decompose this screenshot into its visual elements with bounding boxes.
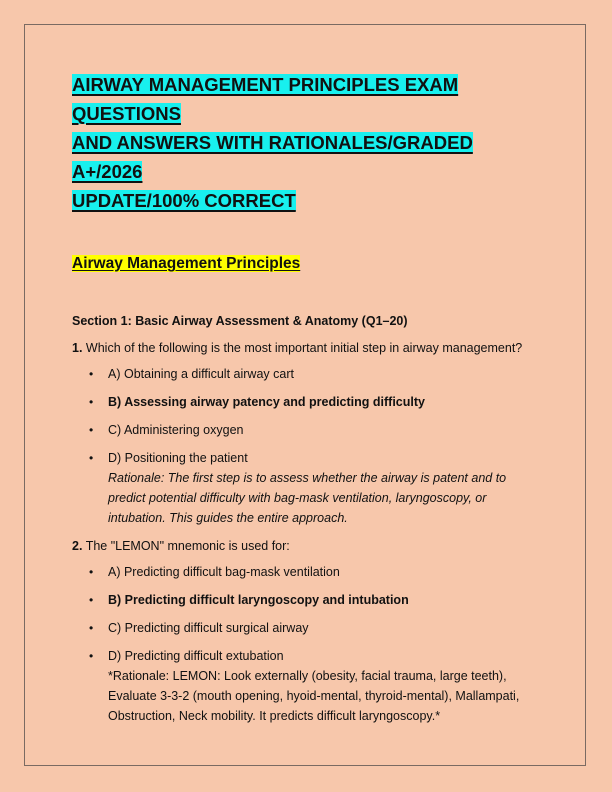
- bullet-icon: •: [89, 451, 94, 465]
- option-text: D) Predicting difficult extubation: [108, 649, 284, 663]
- question-stem: [72, 536, 542, 556]
- bullet-icon: •: [89, 621, 94, 635]
- answer-option: [72, 618, 542, 638]
- bullet-icon: •: [89, 565, 94, 579]
- bullet-icon: •: [89, 423, 94, 437]
- bullet-icon: •: [89, 593, 94, 607]
- option-text: A) Obtaining a difficult airway cart: [108, 367, 294, 381]
- question-number: 1.: [72, 341, 83, 355]
- option-text: C) Predicting difficult surgical airway: [108, 621, 309, 635]
- bullet-icon: •: [89, 395, 94, 409]
- question-number: 2.: [72, 539, 83, 553]
- section-heading: Section 1: Basic Airway Assessment & Anatomy (Q1–20): [72, 314, 408, 328]
- answer-options: [72, 364, 542, 528]
- document-body: [72, 70, 542, 734]
- answer-option: [72, 448, 542, 528]
- title-line: AIRWAY MANAGEMENT PRINCIPLES EXAM QUESTIONS: [72, 74, 459, 124]
- option-text: D) Positioning the patient: [108, 451, 248, 465]
- question-block: [72, 338, 542, 528]
- title-line: UPDATE/100% CORRECT: [72, 190, 296, 211]
- question-block: [72, 536, 542, 726]
- answer-option-correct: [72, 392, 542, 412]
- document-subtitle: [72, 253, 542, 275]
- option-text: B) Assessing airway patency and predicting difficulty: [108, 395, 425, 409]
- question-text: Which of the following is the most important initial step in airway management?: [85, 341, 523, 355]
- rationale-text: *Rationale: LEMON: Look externally (obesity, facial trauma, large teeth), Evaluate 3-3-2 (mouth opening, hyoid-mental, thyroid-mental), Mallampati, Obstruction, Neck mobility. It predicts difficult laryngoscopy.*: [108, 669, 520, 723]
- document-title: [72, 70, 542, 215]
- question-stem: [72, 338, 542, 358]
- answer-option: [72, 646, 542, 726]
- answer-option: [72, 562, 542, 582]
- answer-option-correct: [72, 590, 542, 610]
- title-line: AND ANSWERS WITH RATIONALES/GRADED A+/2026: [72, 132, 473, 182]
- option-text: C) Administering oxygen: [108, 423, 244, 437]
- bullet-icon: •: [89, 367, 94, 381]
- answer-options: [72, 562, 542, 726]
- subtitle-text: Airway Management Principles: [72, 255, 301, 272]
- option-text: B) Predicting difficult laryngoscopy and intubation: [108, 593, 409, 607]
- rationale-text: Rationale: The first step is to assess whether the airway is patent and to predict potential difficulty with bag-mask ventilation, laryngoscopy, or intubation. This guides the entire approach.: [108, 471, 507, 525]
- bullet-icon: •: [89, 649, 94, 663]
- question-text: The "LEMON" mnemonic is used for:: [85, 539, 290, 553]
- option-text: A) Predicting difficult bag-mask ventilation: [108, 565, 340, 579]
- answer-option: [72, 364, 542, 384]
- answer-option: [72, 420, 542, 440]
